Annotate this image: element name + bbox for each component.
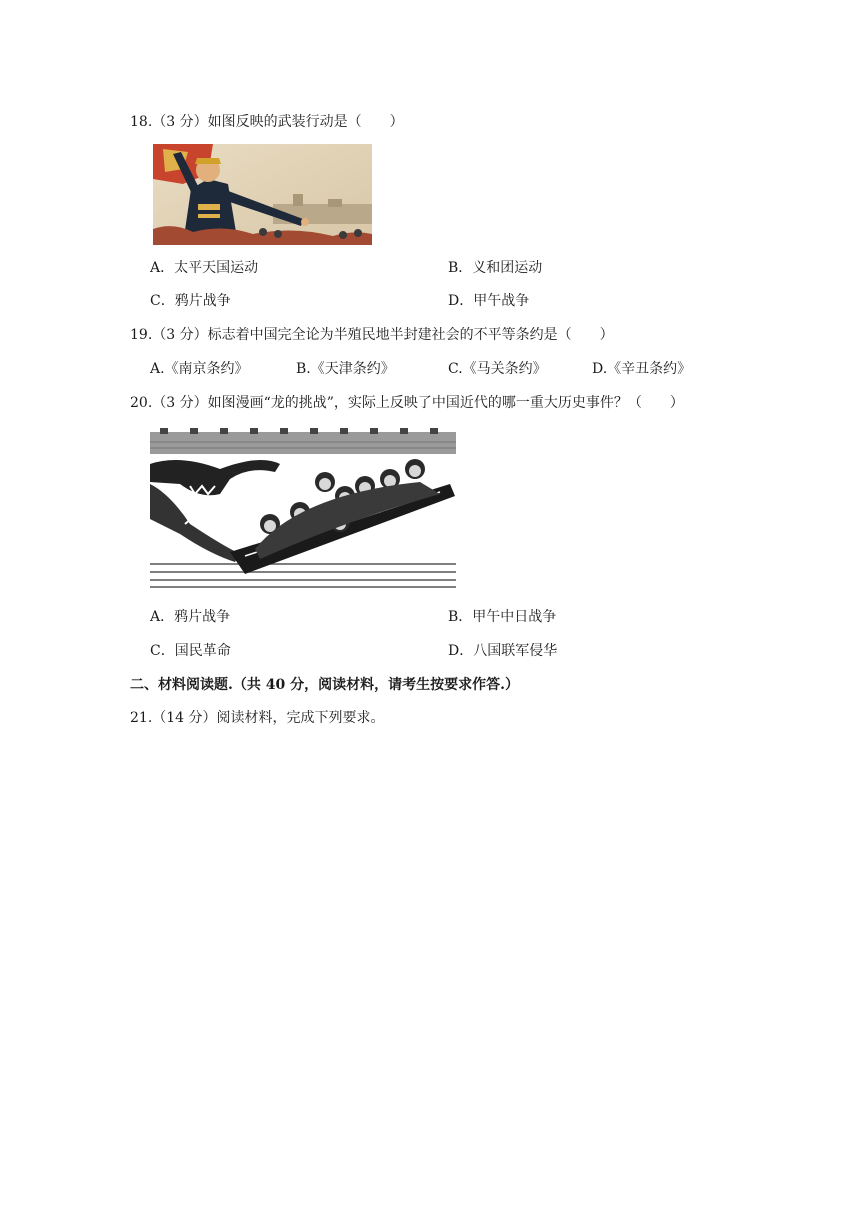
question-20-option-a: A．鸦片战争 <box>150 609 231 625</box>
question-19-option-d: D.《辛丑条约》 <box>592 361 692 377</box>
question-18-option-d: D．甲午战争 <box>448 293 530 309</box>
question-18-option-b: B．义和团运动 <box>448 260 543 276</box>
question-19-option-b: B.《天津条约》 <box>296 361 395 377</box>
question-18-option-a: A．太平天国运动 <box>150 260 259 276</box>
question-20-option-d: D．八国联军侵华 <box>448 643 558 659</box>
question-20-cartoon-image <box>150 424 456 592</box>
question-20-stem: 20.（3 分）如图漫画“龙的挑战”，实际上反映了中国近代的哪一重大历史事件？（ ） <box>130 395 684 411</box>
question-19-option-c: C.《马关条约》 <box>448 361 547 377</box>
question-18-option-c: C．鸦片战争 <box>150 293 231 309</box>
question-18-image <box>153 144 372 245</box>
section-2-heading: 二、材料阅读题.（共 40 分，阅读材料，请考生按要求作答.） <box>130 677 519 693</box>
question-18-stem: 18.（3 分）如图反映的武装行动是（ ） <box>130 114 404 130</box>
question-20-option-c: C．国民革命 <box>150 643 231 659</box>
question-19-stem: 19.（3 分）标志着中国完全论为半殖民地半封建社会的不平等条约是（ ） <box>130 327 614 343</box>
question-20-option-b: B．甲午中日战争 <box>448 609 557 625</box>
question-19-option-a: A.《南京条约》 <box>150 361 249 377</box>
question-21-stem: 21.（14 分）阅读材料，完成下列要求。 <box>130 710 385 726</box>
